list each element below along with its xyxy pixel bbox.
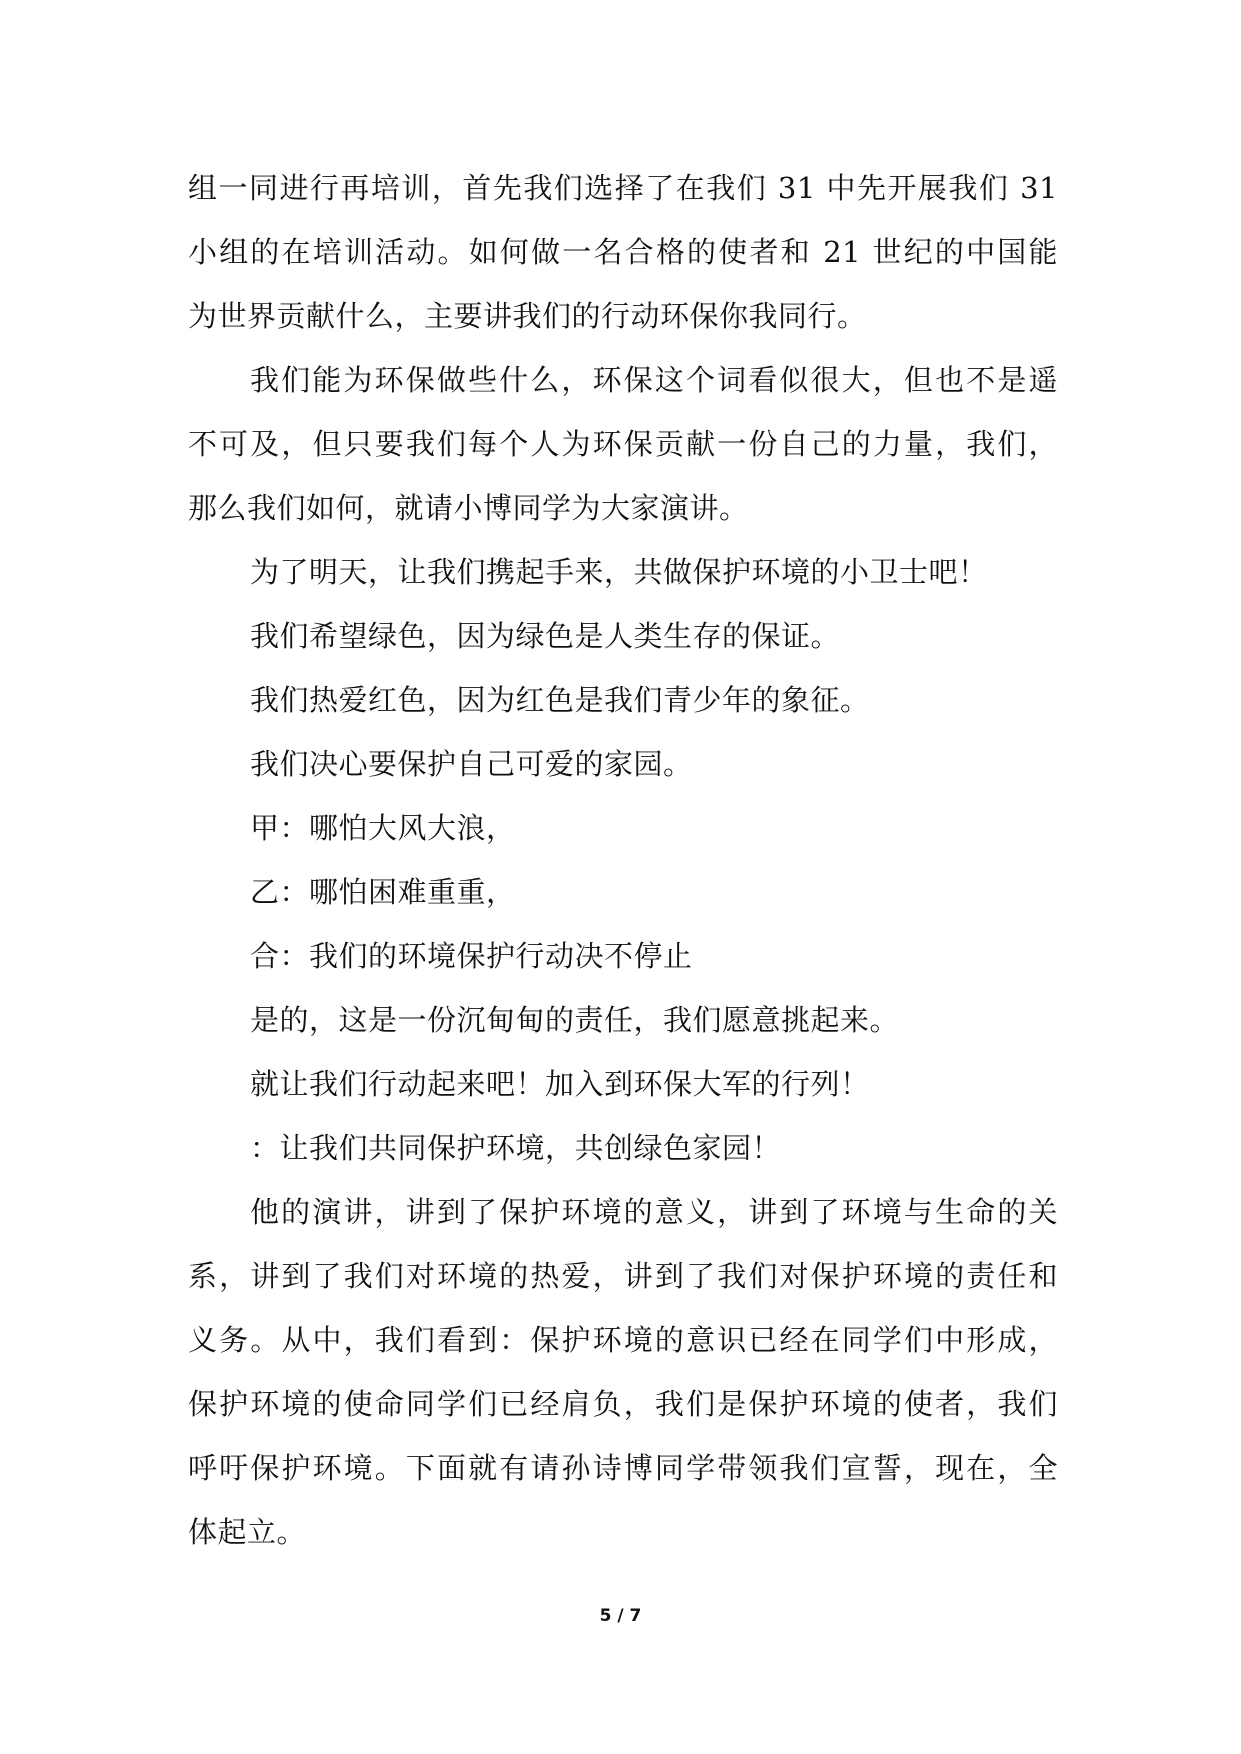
paragraph-line: 义务。从中，我们看到：保护环境的意识已经在同学们中形成， xyxy=(188,1323,1058,1357)
paragraph-line: 保护环境的使命同学们已经肩负，我们是保护环境的使者，我们 xyxy=(188,1387,1058,1421)
paragraph-line: 乙：哪怕困难重重， xyxy=(250,875,516,909)
paragraph-line: 不可及，但只要我们每个人为环保贡献一份自己的力量，我们， xyxy=(188,427,1058,461)
paragraph-line: 系，讲到了我们对环境的热爱，讲到了我们对保护环境的责任和 xyxy=(188,1259,1058,1293)
paragraph-line: 为了明天，让我们携起手来，共做保护环境的小卫士吧！ xyxy=(250,555,988,589)
paragraph-line: 甲：哪怕大风大浪， xyxy=(250,811,516,845)
paragraph-line: 那么我们如何，就请小博同学为大家演讲。 xyxy=(188,491,749,525)
paragraph-line: 我们决心要保护自己可爱的家园。 xyxy=(250,747,693,781)
paragraph-line: 他的演讲，讲到了保护环境的意义，讲到了环境与生命的关 xyxy=(250,1195,1058,1229)
paragraph-line: 呼吁保护环境。下面就有请孙诗博同学带领我们宣誓，现在，全 xyxy=(188,1451,1058,1485)
document-body xyxy=(188,156,1058,1564)
paragraph-line: 组一同进行再培训，首先我们选择了在我们 31 中先开展我们 31 xyxy=(188,171,1058,205)
paragraph-line: 为世界贡献什么，主要讲我们的行动环保你我同行。 xyxy=(188,299,867,333)
paragraph-line: 体起立。 xyxy=(188,1515,307,1549)
paragraph-line: 我们热爱红色，因为红色是我们青少年的象征。 xyxy=(250,683,870,717)
paragraph-line: 就让我们行动起来吧！加入到环保大军的行列！ xyxy=(250,1067,870,1101)
paragraph-line: 小组的在培训活动。如何做一名合格的使者和 21 世纪的中国能 xyxy=(188,235,1058,269)
page-number: 5 / 7 xyxy=(599,1606,642,1626)
paragraph-line: 我们能为环保做些什么，环保这个词看似很大，但也不是遥 xyxy=(250,363,1058,397)
paragraph-line: 是的，这是一份沉甸甸的责任，我们愿意挑起来。 xyxy=(250,1003,900,1037)
paragraph-line: 合：我们的环境保护行动决不停止 xyxy=(250,939,693,973)
paragraph-line: 我们希望绿色，因为绿色是人类生存的保证。 xyxy=(250,619,841,653)
paragraph-line: ：让我们共同保护环境，共创绿色家园！ xyxy=(250,1131,782,1165)
